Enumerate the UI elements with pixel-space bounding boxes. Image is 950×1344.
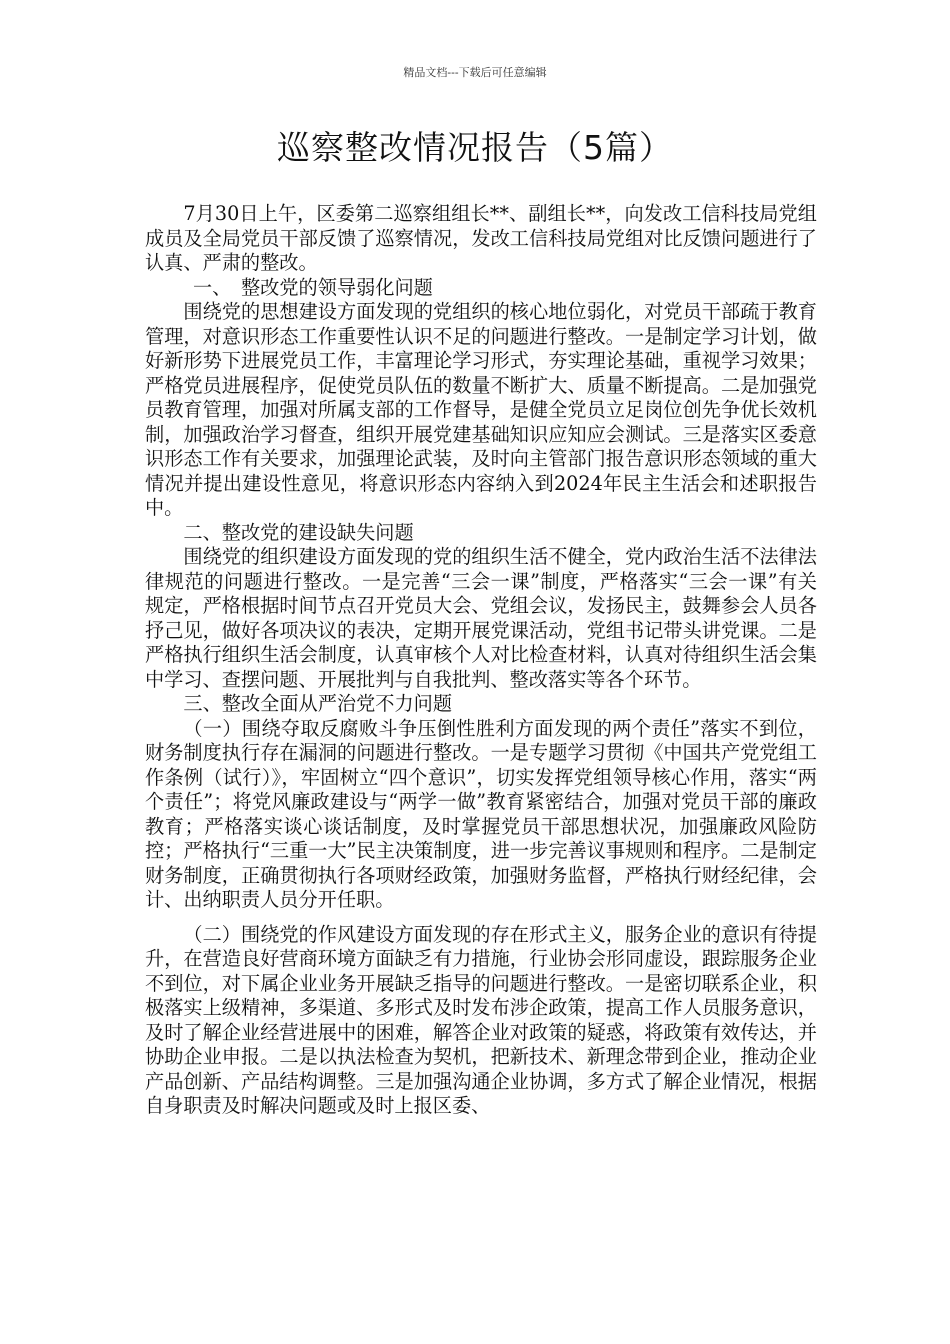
paragraph-section-1: 围绕党的思想建设方面发现的党组织的核心地位弱化，对党员干部疏于教育管理，对意识形态工作重要性认识不足的问题进行整改。一是制定学习计划，做好新形势下进展党员工作，丰富理论学习形式，夯实理论基础，重视学习效果；严格党员进展程序，促使党员队伍的数量不断扩大、质量不断提高。二是加强党员教育管理，加强对所属支部的工作督导，是健全党员立足岗位创先争优长效机制，加强政治学习督查，组织开展党建基础知识应知应会测试。三是落实区委意识形态工作有关要求，加强理论武装，及时向主管部门报告意识形态领域的重大情况并提出建设性意见，将意识形态内容纳入到2024年民主生活会和述职报告中。	[145, 300, 817, 519]
section-heading-2: 二、整改党的建设缺失问题	[183, 520, 414, 544]
paragraph-section-3-part-2: （二）围绕党的作风建设方面发现的存在形式主义，服务企业的意识有待提升，在营造良好营商环境方面缺乏有力措施，行业协会形同虚设，跟踪服务企业不到位，对下属企业业务开展缺乏指导的问题进行整改。一是密切联系企业，积极落实上级精神，多渠道、多形式及时发布涉企政策，提高工作人员服务意识，及时了解企业经营进展中的困难，解答企业对政策的疑惑，将政策有效传达，并协助企业申报。二是以执法检查为契机，把新技术、新理念带到企业，推动企业产品创新、产品结构调整。三是加强沟通企业协调，多方式了解企业情况，根据自身职责及时解决问题或及时上报区委、	[145, 922, 817, 1117]
paragraph-section-2: 围绕党的组织建设方面发现的党的组织生活不健全，党内政治生活不法律法律规范的问题进行整改。一是完善“三会一课”制度，严格落实“三会一课”有关规定，严格根据时间节点召开党员大会、党组会议，发扬民主，鼓舞参会人员各抒己见，做好各项决议的表决，定期开展党课活动，党组书记带头讲党课。二是严格执行组织生活会制度，认真审核个人对比检查材料，认真对待组织生活会集中学习、查摆问题、开展批判与自我批判、整改落实等各个环节。	[145, 545, 817, 691]
paragraph-intro: 7月30日上午，区委第二巡察组组长**、副组长**，向发改工信科技局党组成员及全局党员干部反馈了巡察情况，发改工信科技局党组对比反馈问题进行了认真、严肃的整改。	[145, 202, 817, 274]
header-note: 精品文档---下载后可任意编辑	[403, 66, 547, 79]
section-heading-1: 一、 整改党的领导弱化问题	[193, 275, 433, 299]
section-heading-3: 三、整改全面从严治党不力问题	[183, 692, 453, 715]
document-body	[145, 202, 817, 1119]
paragraph-section-3-part-1: （一）围绕夺取反腐败斗争压倒性胜利方面发现的两个责任”落实不到位，财务制度执行存在漏洞的问题进行整改。一是专题学习贯彻《中国共产党党组工作条例（试行）》，牢固树立“四个意识”，切实发挥党组领导核心作用，落实“两个责任”；将党风廉政建设与“两学一做”教育紧密结合，加强对党员干部的廉政教育；严格落实谈心谈话制度，及时掌握党员干部思想状况，加强廉政风险防控；严格执行“三重一大”民主决策制度，进一步完善议事规则和程序。二是制定财务制度，正确贯彻执行各项财经政策，加强财务监督，严格执行财经纪律，会计、出纳职责人员分开任职。	[145, 716, 817, 911]
document-title: 巡察整改情况报告（5篇）	[277, 128, 673, 167]
